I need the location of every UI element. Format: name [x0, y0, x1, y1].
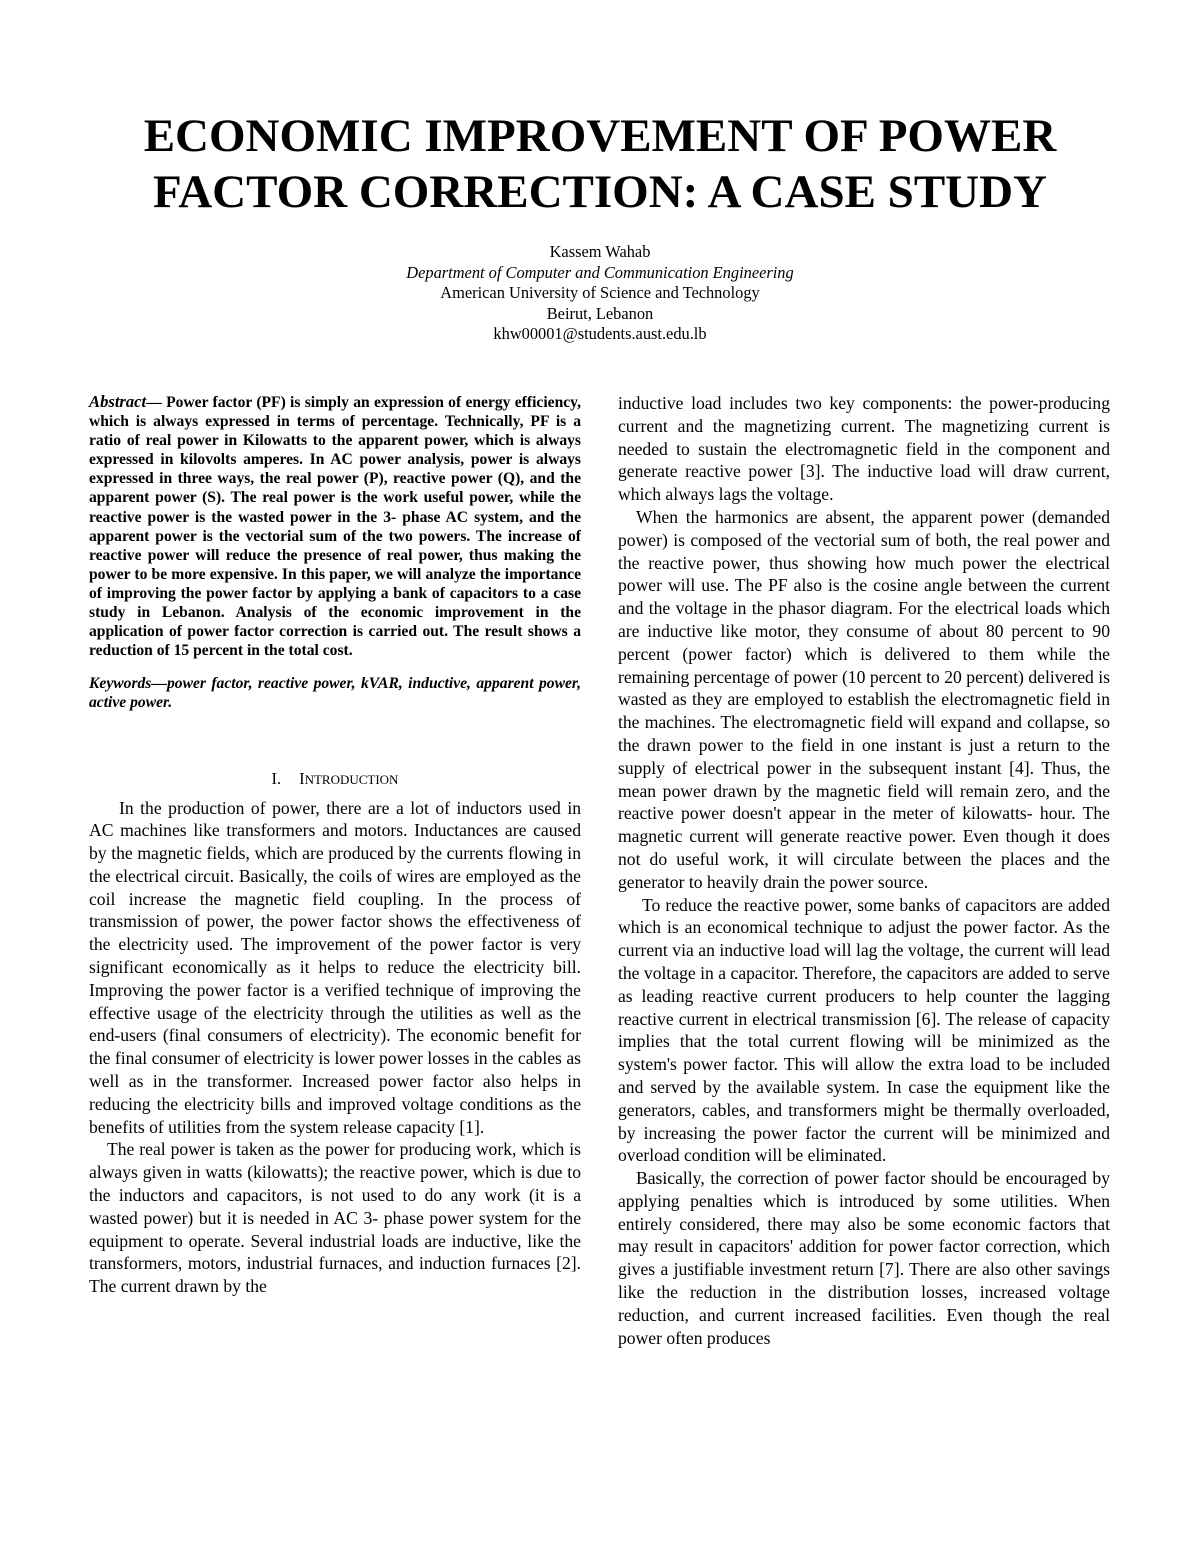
- author-block: [200, 242, 1000, 345]
- paragraph-4: To reduce the reactive power, some banks of capacitors are added which is an economical technique to adjust the power factor. As the current via an inductive load will lag the voltage, the current will lead the voltage in a capacitor. Therefore, the capacitors are added to serve as leading reactive current producers to help counter the lagging reactive current in electrical transmission [6]. The release of capacity implies that the total current flowing will be minimized as the system's power factor. This will allow the extra load to be included and served by the available system. In case the equipment like the generators, cables, and transformers might be thermally overloaded, by increasing the power factor the current will be minimized and overload condition will be eliminated.: [618, 894, 1110, 1166]
- title-line-2: FACTOR CORRECTION: A CASE STUDY: [152, 166, 1047, 218]
- author-location: Beirut, Lebanon: [546, 303, 654, 323]
- paragraph-1: In the production of power, there are a lot of inductors used in AC machines like transformers and motors. Inductances are caused by the magnetic fields, which are produced by the currents flowing in the electrical circuit. Basically, the coils of wires are employed as the coil increase the magnetic field coupling. In the process of transmission of power, the power factor shows the effectiveness of the electricity used. The improvement of the power factor is very significant economically as it helps to reduce the electricity bill. Improving the power factor is a verified technique of improving the effective usage of the electricity through the utilities as well as the end-users (final consumers of electricity). The economic benefit for the final consumer of electricity is lower power losses in the cables as well as in the transformer. Increased power factor also helps in reducing the electricity bills and improved voltage conditions as the benefits of utilities from the system release capacity [1].: [89, 797, 581, 1137]
- abstract-label: Abstract: [89, 392, 147, 411]
- right-column: [618, 392, 1110, 1349]
- abstract-text: Power factor (PF) is simply an expression of energy efficiency, which is always expressed in terms of percentage. Technically, PF is a ratio of real power in Kilowatts to the apparent power, which is always expressed in kilovolts amperes. In AC power analysis, power is always expressed in three ways, the real power (P), reactive power (Q), and the apparent power (S). The real power is the work useful power, while the reactive power is the wasted power in the 3- phase AC system, and the apparent power is the vectorial sum of the two powers. The increase of reactive power will reduce the presence of real power, thus making the power to be more expensive. In this paper, we will analyze the importance of improving the power factor by applying a bank of capacitors to a case study in Lebanon. Analysis of the economic improvement in the application of power factor correction is carried out. The result shows a reduction of 15 percent in the total cost.: [89, 394, 581, 660]
- paper-title: [60, 108, 1140, 220]
- section-title-rest: NTRODUCTION: [304, 771, 399, 787]
- paragraph-3: When the harmonics are absent, the apparent power (demanded power) is composed of the vectorial sum of both, the real power and the reactive power, thus showing how much power the electrical power will use. The PF also is the cosine angle between the current and the voltage in the phasor diagram. For the electrical loads which are inductive like motor, they consume of about 80 percent to 90 percent (power factor) which is delivered to them while the remaining percentage of power (10 percent to 20 percent) delivered is wasted as they are employed to establish the electromagnetic field in the machines. The electromagnetic field will expand and collapse, so the drawn power to the field in one instant is just a return to the supply of electrical power in the subsequent instant [4]. Thus, the mean power drawn by the magnetic field will remain zero, and the reactive power doesn't appear in the meter of kilowatts- hour. The magnetic current will generate reactive power. Even though it does not do useful work, it will circulate between the places and the generator to heavily drain the power source.: [618, 506, 1110, 892]
- author-university: American University of Science and Technology: [440, 283, 760, 302]
- paragraph-2: The real power is taken as the power for producing work, which is always given in watts (kilowatts); the reactive power, which is due to the inductors and capacitors, is not used to do any work (it is a wasted power) but it is needed in AC 3- phase power system for the equipment to operate. Several industrial loads are inductive, like the transformers, motors, industrial furnaces, and induction furnaces [2]. The current drawn by the: [89, 1139, 581, 1297]
- keywords: Keywords—power factor, reactive power, kVAR, inductive, apparent power, active power.: [89, 675, 581, 712]
- abstract: [89, 392, 581, 660]
- paragraph-2-continued: inductive load includes two key components: the power-producing current and the magnetizing current. The magnetizing current is needed to sustain the electromagnetic field in the component and generate reactive power [3]. The inductive load will draw current, which always lags the voltage.: [618, 393, 1110, 505]
- author-email: khw00001@students.aust.edu.lb: [493, 324, 707, 343]
- author-name: Kassem Wahab: [549, 242, 651, 261]
- section-title-initial: I: [299, 768, 305, 788]
- section-number: I.: [271, 768, 282, 788]
- author-department: Department of Computer and Communication Engineering: [406, 262, 794, 282]
- title-line-1: ECONOMIC IMPROVEMENT OF POWER: [143, 110, 1057, 162]
- section-heading-introduction: [89, 769, 581, 790]
- paragraph-5: Basically, the correction of power factor should be encouraged by applying penalties which is introduced by some utilities. When entirely considered, there may also be some economic factors that may result in capacitors' addition for power factor correction, which gives a justifiable investment return [7]. There are also other savings like the reduction in the distribution losses, increased voltage reduction, and current increased facilities. Even though the real power often produces: [618, 1168, 1110, 1348]
- left-column: [89, 392, 581, 1298]
- abstract-dash: —: [146, 394, 167, 411]
